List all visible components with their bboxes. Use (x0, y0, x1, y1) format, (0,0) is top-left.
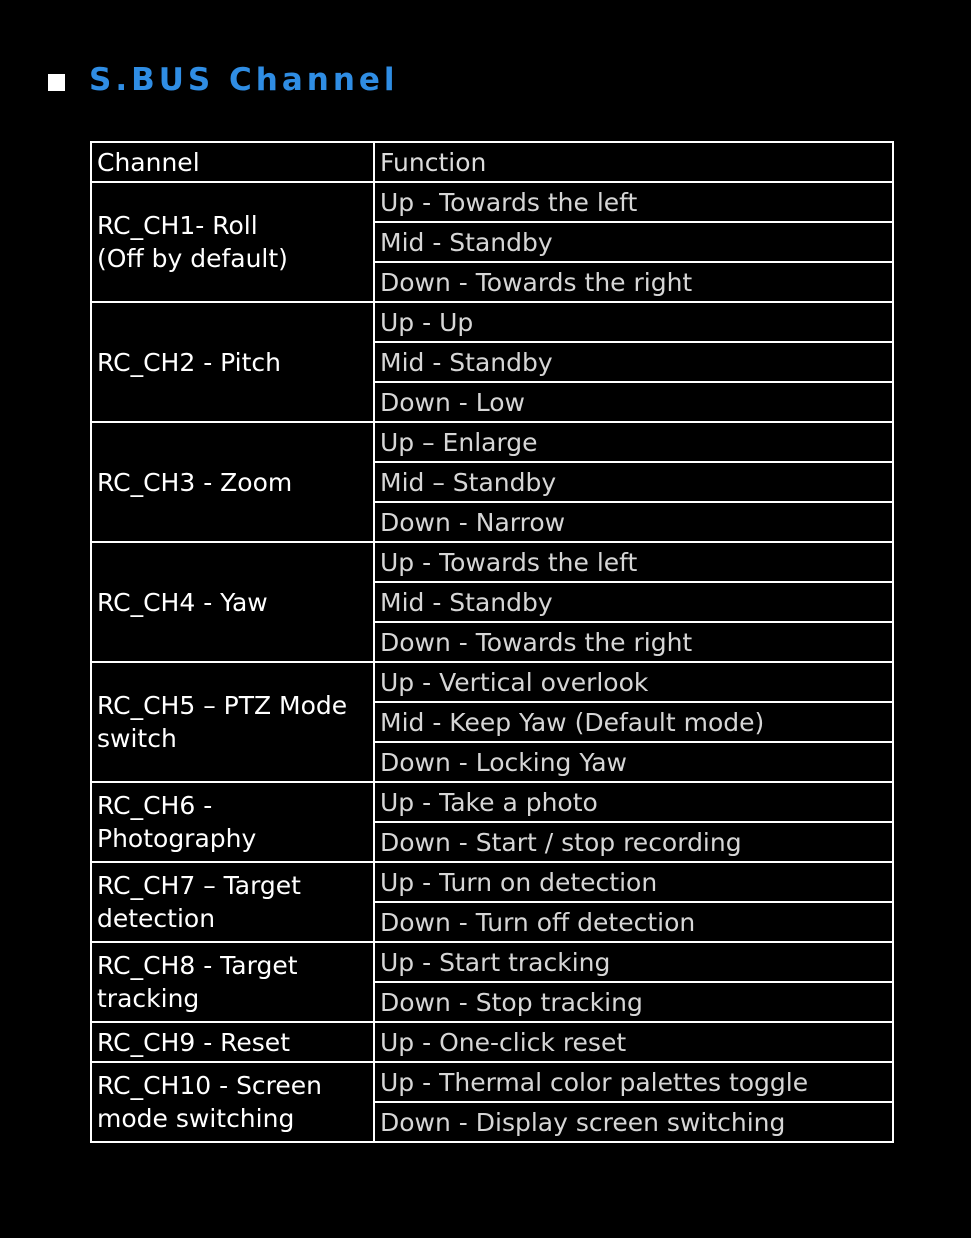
function-cell: Down - Towards the right (374, 262, 893, 302)
function-cell: Down - Narrow (374, 502, 893, 542)
function-cell: Up - Towards the left (374, 182, 893, 222)
section-title: S.BUS Channel (89, 62, 399, 98)
table-row (91, 542, 893, 582)
channel-cell: RC_CH1- Roll (Off by default) (91, 182, 374, 302)
channel-cell: RC_CH8 - Target tracking (91, 942, 374, 1022)
function-cell: Up - Turn on detection (374, 862, 893, 902)
square-bullet-icon (48, 74, 65, 91)
table-row (91, 1022, 893, 1062)
function-cell: Up - Vertical overlook (374, 662, 893, 702)
function-cell: Down - Low (374, 382, 893, 422)
function-cell: Mid - Standby (374, 342, 893, 382)
channel-cell: RC_CH9 - Reset (91, 1022, 374, 1062)
function-cell: Down - Turn off detection (374, 902, 893, 942)
function-cell: Up - Thermal color palettes toggle (374, 1062, 893, 1102)
table-row (91, 1062, 893, 1102)
table-row (91, 182, 893, 222)
channel-cell: RC_CH4 - Yaw (91, 542, 374, 662)
channel-cell: RC_CH10 - Screen mode switching (91, 1062, 374, 1142)
function-cell: Down - Towards the right (374, 622, 893, 662)
section-heading (48, 58, 399, 102)
channel-cell: RC_CH3 - Zoom (91, 422, 374, 542)
header-channel: Channel (91, 142, 374, 182)
table-row (91, 862, 893, 902)
function-cell: Down - Display screen switching (374, 1102, 893, 1142)
table-row (91, 302, 893, 342)
table-header-row (91, 142, 893, 182)
function-cell: Mid - Standby (374, 222, 893, 262)
channel-cell: RC_CH2 - Pitch (91, 302, 374, 422)
table-row (91, 942, 893, 982)
channel-cell: RC_CH7 – Target detection (91, 862, 374, 942)
table-row (91, 782, 893, 822)
header-function: Function (374, 142, 893, 182)
function-cell: Down - Stop tracking (374, 982, 893, 1022)
function-cell: Up - Up (374, 302, 893, 342)
channel-cell: RC_CH5 – PTZ Mode switch (91, 662, 374, 782)
table-row (91, 422, 893, 462)
function-cell: Up - One-click reset (374, 1022, 893, 1062)
table-row (91, 662, 893, 702)
function-cell: Down - Start / stop recording (374, 822, 893, 862)
function-cell: Mid - Standby (374, 582, 893, 622)
function-cell: Up – Enlarge (374, 422, 893, 462)
sbus-channel-table (90, 141, 894, 1143)
function-cell: Mid - Keep Yaw (Default mode) (374, 702, 893, 742)
function-cell: Up - Towards the left (374, 542, 893, 582)
function-cell: Up - Start tracking (374, 942, 893, 982)
function-cell: Up - Take a photo (374, 782, 893, 822)
function-cell: Mid – Standby (374, 462, 893, 502)
function-cell: Down - Locking Yaw (374, 742, 893, 782)
channel-cell: RC_CH6 - Photography (91, 782, 374, 862)
